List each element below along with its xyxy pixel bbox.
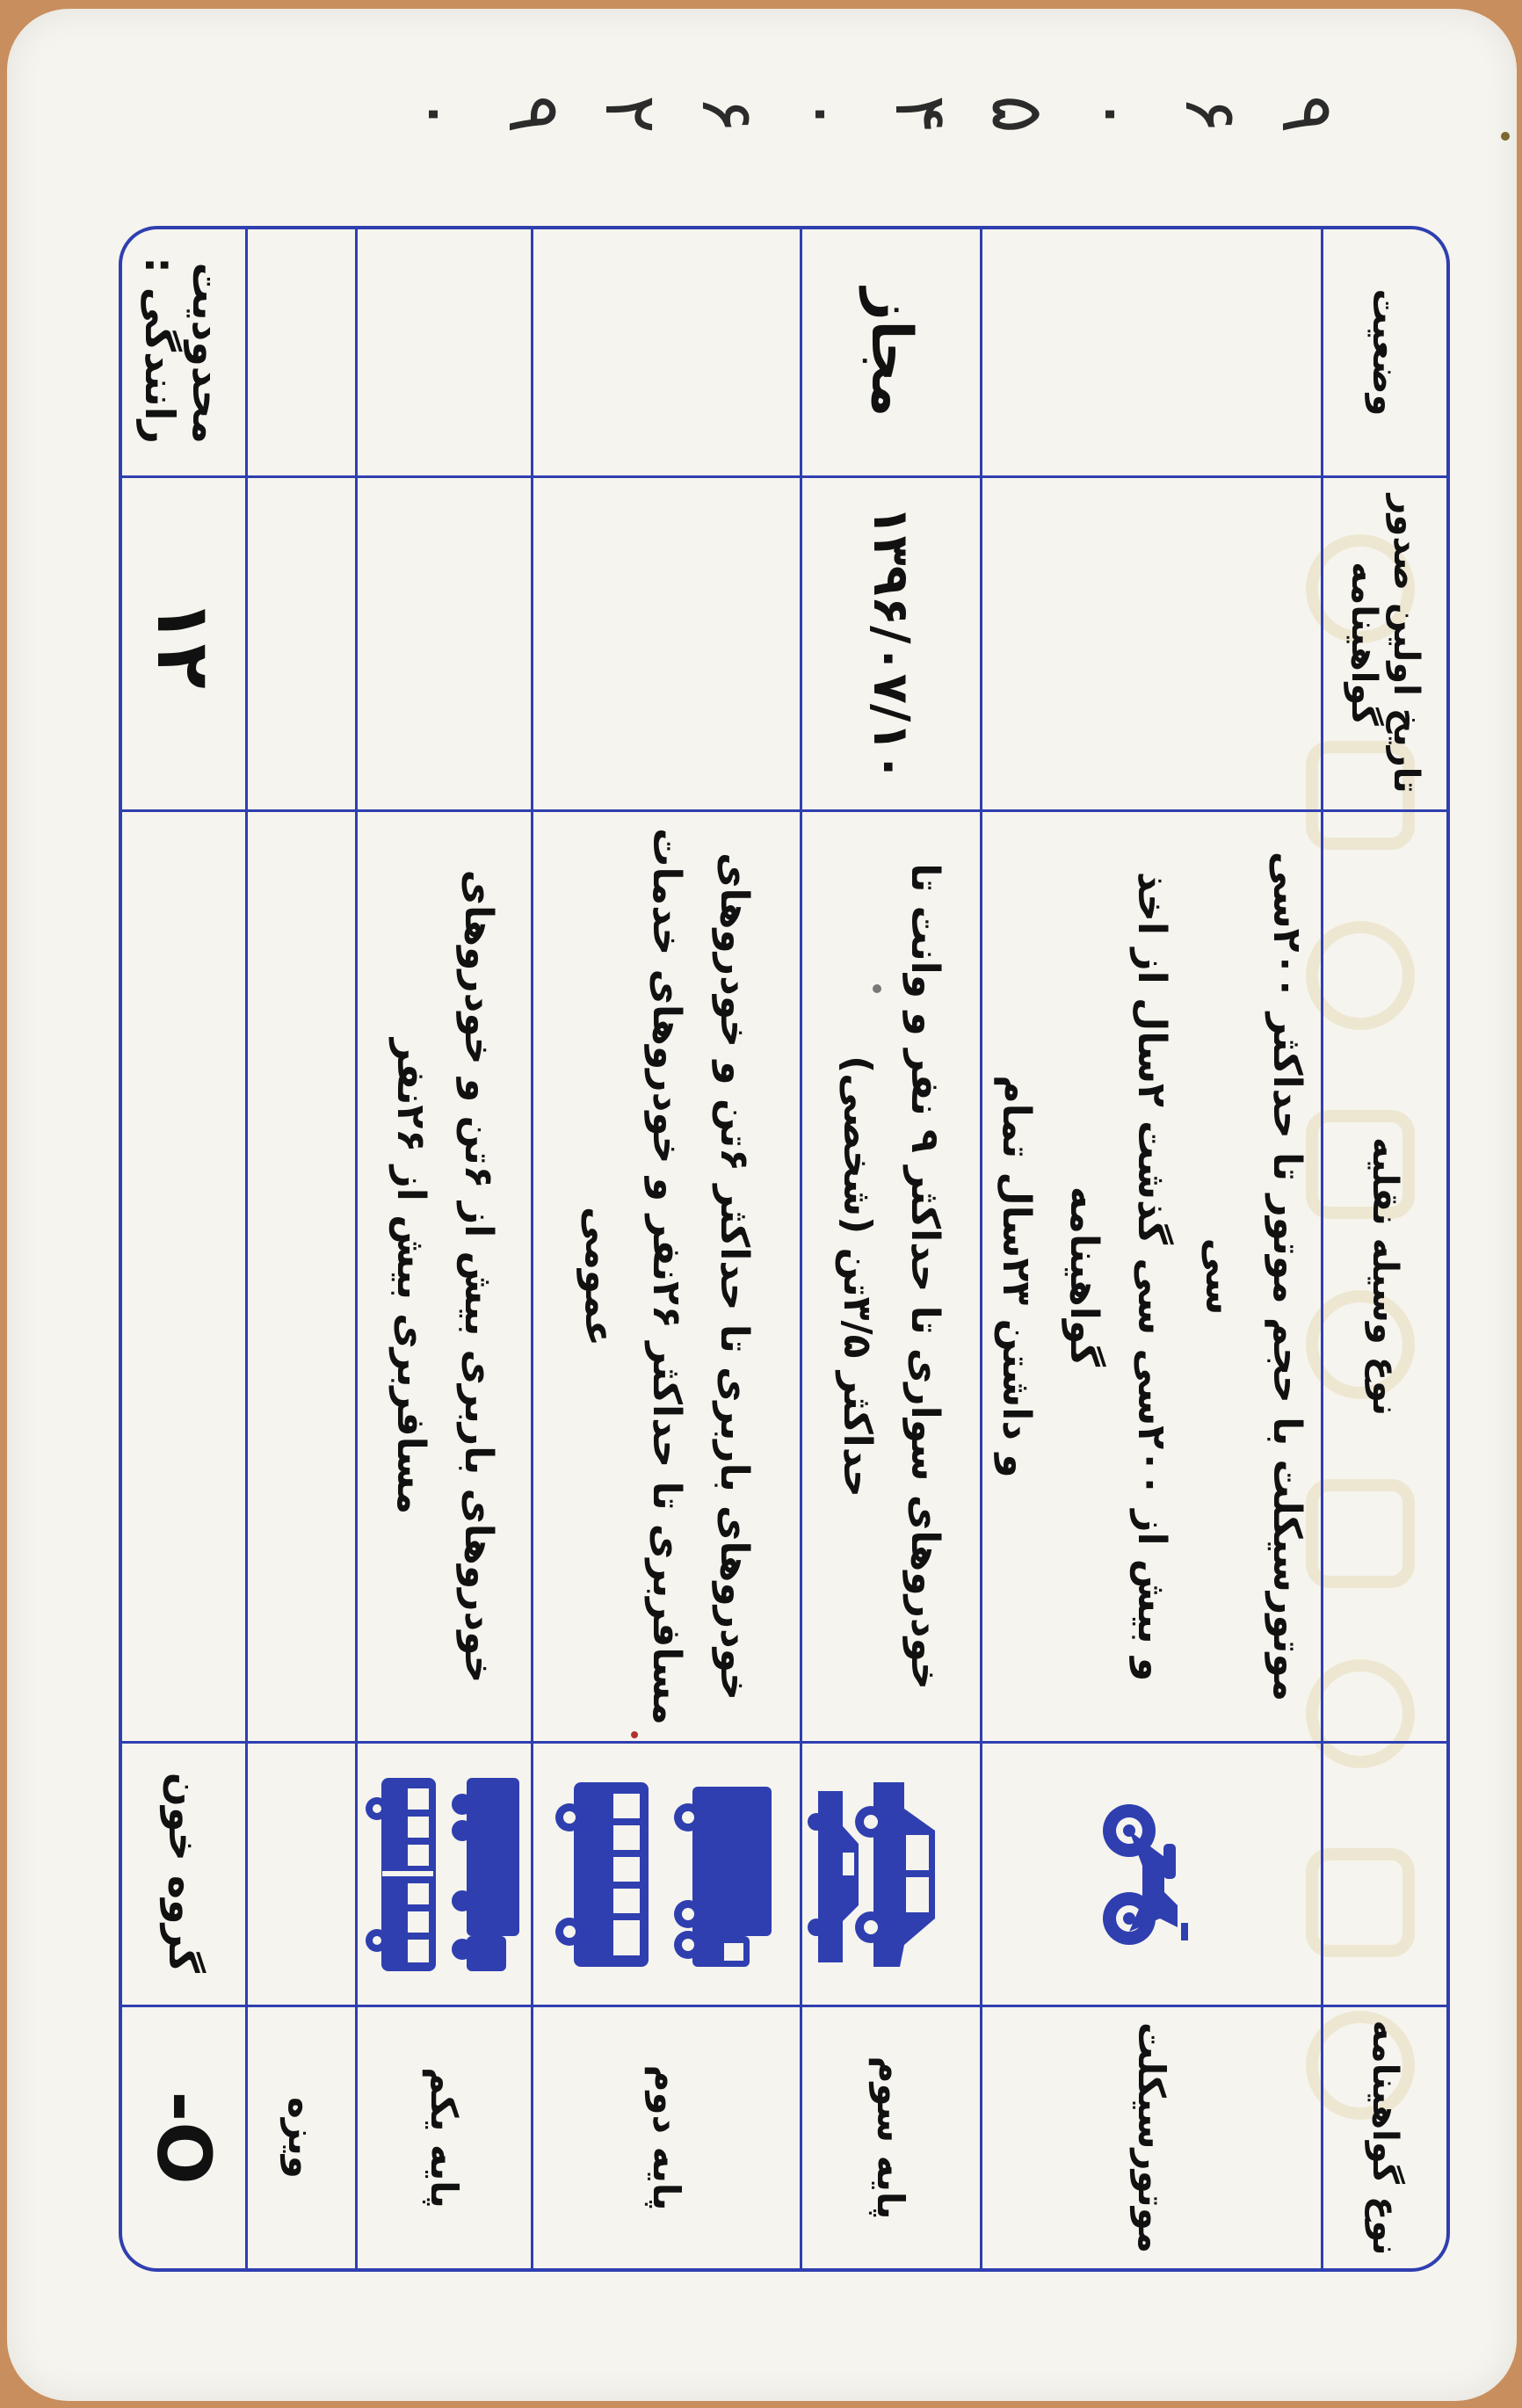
description-line: مسافربری تا حداکثر ۲۶نفر و خودروهای خدمات (643, 828, 689, 1725)
description-line: و بیش از ۲۰۰سی سی گذشت ۲سال از اخذ گواهینامه (1061, 871, 1174, 1682)
description-line: عمومی (576, 1207, 621, 1346)
serial-digit: ۲ (589, 94, 673, 134)
header-issue-date: تاریخ اولین صدور گواهینامه (1321, 475, 1446, 809)
row-issue-date: ۱۳۹۶/۰۷/۱۰ (800, 475, 980, 809)
description-line: مسافربری بیش از ۲۶نفر (388, 1038, 433, 1515)
description-line: خودروهای سواری تا حداکثر ۹ نفر و وانت تا (902, 863, 947, 1690)
row-icon-cell (980, 1741, 1321, 2005)
footer-empty-cell (122, 809, 245, 1741)
header-license-type: نوع گواهینامه (1321, 2005, 1446, 2268)
table-row (800, 229, 980, 2268)
bus-truck-icon (543, 1769, 789, 1980)
row-vehicle-description (245, 809, 355, 1741)
row-issue-date (355, 475, 531, 809)
motorcycle-icon (1090, 1795, 1213, 1954)
table-row (245, 229, 355, 2268)
table-row (980, 229, 1321, 2268)
row-license-type: ویزه (245, 2005, 355, 2268)
row-icon-cell (245, 1741, 355, 2005)
row-status (531, 229, 799, 475)
table-header-row (1321, 229, 1446, 2268)
serial-digit: ۰ (395, 94, 480, 134)
description-line: و داشتن ۲۳سال تمام (993, 1075, 1039, 1478)
restriction-value: ۱۲ (122, 475, 245, 809)
description-line: خودروهای باربری بیش از ۶تن و خودروهای (455, 869, 501, 1684)
table-row (355, 229, 531, 2268)
row-status: مجاز (800, 229, 980, 475)
license-table-wrapper (119, 233, 1450, 2272)
serial-digit: ۴ (879, 94, 963, 134)
row-status (980, 229, 1321, 475)
serial-digit: ۶ (1169, 94, 1253, 134)
row-status (355, 229, 531, 475)
row-license-type: موتورسیکلت (980, 2005, 1321, 2268)
header-icons (1321, 1741, 1446, 2005)
row-vehicle-description (800, 809, 980, 1741)
row-vehicle-description (531, 809, 799, 1741)
car-icon (808, 1773, 975, 1976)
heavy-vehicle-icon (361, 1769, 528, 1980)
license-classes-table (119, 226, 1450, 2272)
row-icon-cell (531, 1741, 799, 2005)
serial-digit: ۶ (685, 94, 770, 134)
serial-digit: ۵ (975, 94, 1060, 134)
blood-group-value: O- (122, 2005, 245, 2268)
table-footer-row (122, 229, 245, 2268)
row-license-type: پایه دوم (531, 2005, 799, 2268)
dirt-spot (1501, 132, 1510, 141)
row-license-type: پایه یکم (355, 2005, 531, 2268)
row-icon-cell (800, 1741, 980, 2005)
table-row (531, 229, 799, 2268)
row-status (245, 229, 355, 475)
blood-group-label: گروه خون (122, 1741, 245, 2005)
row-icon-cell (355, 1741, 531, 2005)
serial-digit: ۰ (782, 94, 866, 134)
description-line: موتورسیکلت با حجم موتور تا حداکثر ۲۰۰سی سی (1196, 851, 1309, 1702)
serial-digit: ۹ (1265, 94, 1350, 134)
header-status: وضعیت (1321, 229, 1446, 475)
serial-digit: ۹ (492, 94, 576, 134)
row-issue-date (531, 475, 799, 809)
row-issue-date (980, 475, 1321, 809)
description-line: خودروهای باربری تا حداکثر ۶تن و خودروهای (711, 852, 757, 1701)
restriction-label: محدودیت رانندگی : (136, 257, 232, 444)
description-line: حداکثر ۳/۵تن (شخصی) (834, 1055, 880, 1498)
serial-digit: ۰ (1072, 94, 1156, 134)
row-issue-date (245, 475, 355, 809)
row-vehicle-description (355, 809, 531, 1741)
serial-number (218, 44, 1352, 246)
header-vehicle-type: نوع وسیله نقلیه (1321, 809, 1446, 1741)
row-license-type: پایه سوم (800, 2005, 980, 2268)
row-vehicle-description (980, 809, 1321, 1741)
